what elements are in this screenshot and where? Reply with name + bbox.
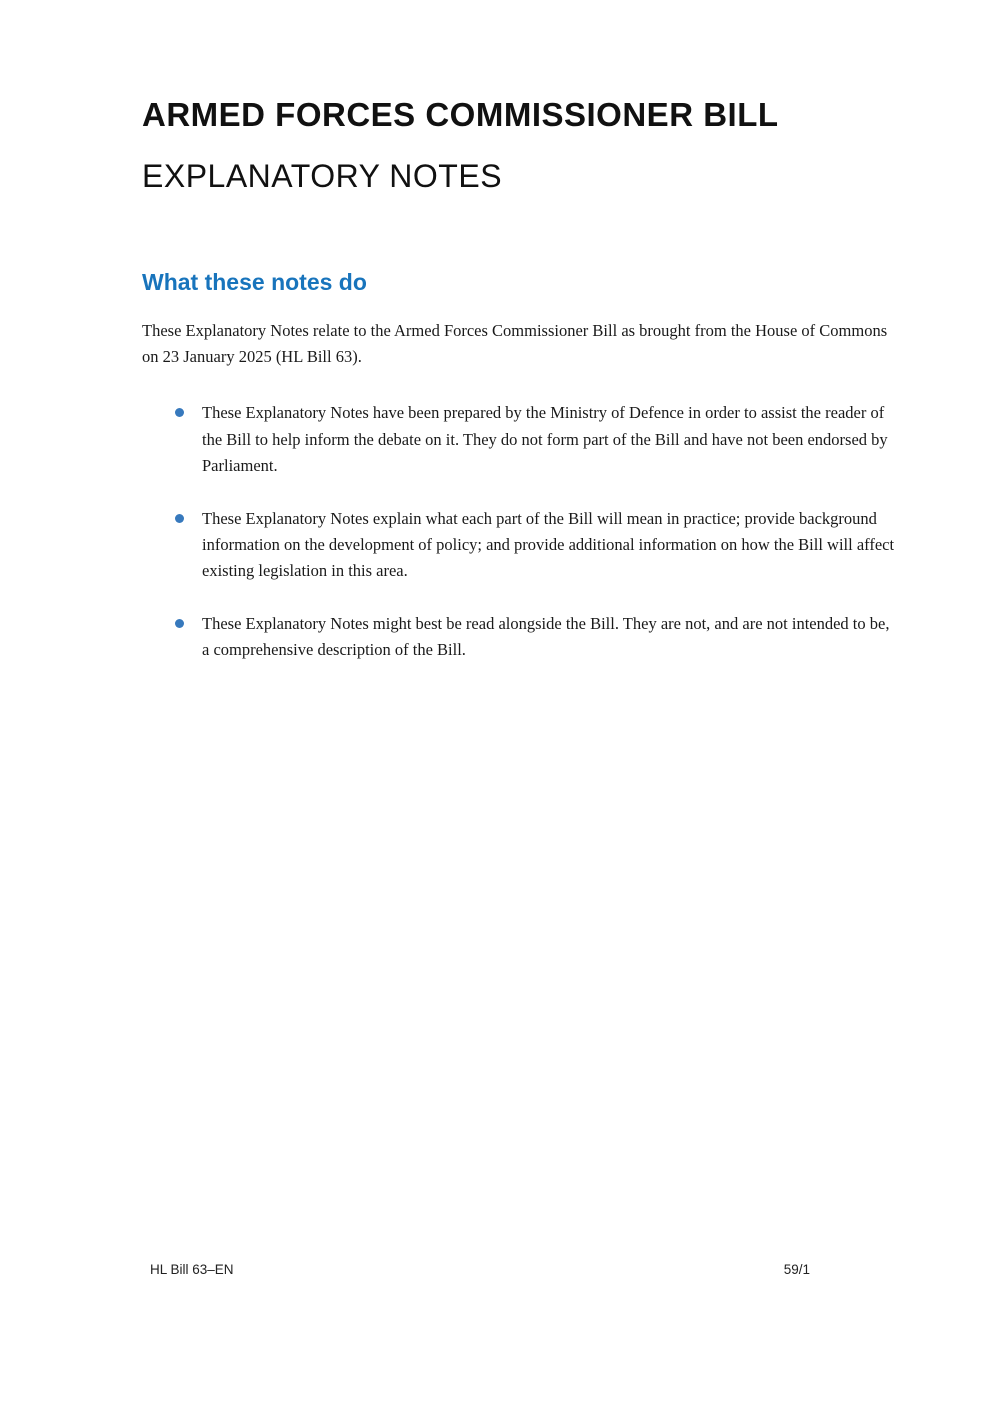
bullet-dot-icon (175, 408, 184, 417)
bullet-dot-icon (175, 514, 184, 523)
document-content (0, 0, 991, 663)
bullet-item (142, 400, 899, 478)
page-footer (150, 1262, 810, 1277)
intro-paragraph: These Explanatory Notes relate to the Armed Forces Commissioner Bill as brought from the House of Commons on 23 January 2025 (HL Bill 63). (142, 321, 888, 367)
document-subtitle: EXPLANATORY NOTES (142, 157, 503, 194)
bullet-item (142, 611, 899, 663)
bullet-item (142, 506, 899, 584)
section-heading: What these notes do (142, 268, 367, 295)
bullet-text: These Explanatory Notes might best be read alongside the Bill. They are not, and are not intended to be, a comprehensive description of the Bill. (202, 613, 890, 659)
footer-bill-reference: HL Bill 63–EN (150, 1262, 234, 1277)
bullet-text: These Explanatory Notes explain what each part of the Bill will mean in practice; provide background information on the development of policy; and provide additional information on how the Bill will affect existing legislation in this area. (202, 508, 895, 580)
document-title: ARMED FORCES COMMISSIONER BILL (142, 96, 779, 133)
bullet-dot-icon (175, 619, 184, 628)
footer-page-number: 59/1 (783, 1262, 810, 1277)
bullet-text: These Explanatory Notes have been prepared by the Ministry of Defence in order to assist the reader of the Bill to help inform the debate on it. They do not form part of the Bill and have not been endorsed by Parliament. (202, 403, 888, 475)
notes-bullet-list (142, 400, 899, 663)
